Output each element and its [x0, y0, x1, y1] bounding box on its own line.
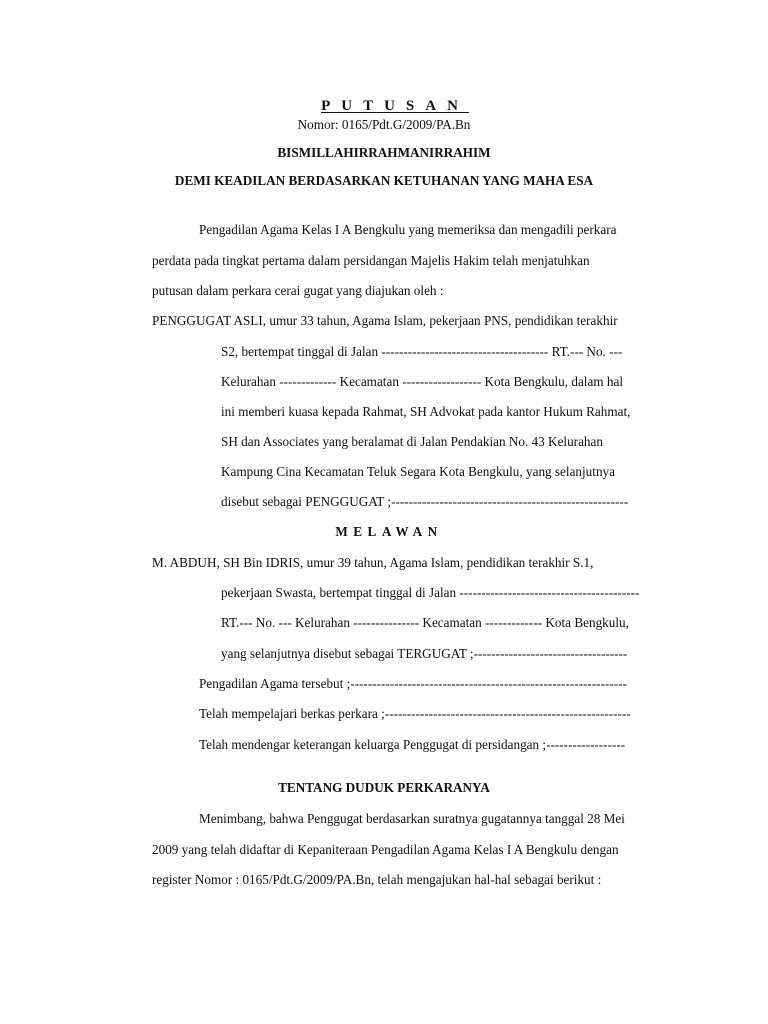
plaintiff-line: Kelurahan ------------- Kecamatan ------------------ Kota Bengkulu, dalam hal — [221, 374, 623, 389]
statement-line: Telah mendengar keterangan keluarga Penggugat di persidangan ;------------------ — [199, 737, 626, 752]
versus-heading: MELAWAN — [335, 524, 443, 539]
consideration-line: 2009 yang telah didaftar di Kepaniteraan Pengadilan Agama Kelas I A Bengkulu dengan — [152, 842, 619, 857]
plaintiff-line: PENGGUGAT ASLI, umur 33 tahun, Agama Islam, pekerjaan PNS, pendidikan terakhir — [152, 313, 618, 328]
defendant-line: pekerjaan Swasta, bertempat tinggal di Jalan ----------------------------------------- — [221, 585, 640, 600]
defendant-line: M. ABDUH, SH Bin IDRIS, umur 39 tahun, Agama Islam, pendidikan terakhir S.1, — [152, 555, 594, 570]
plaintiff-line: SH dan Associates yang beralamat di Jalan Pendakian No. 43 Kelurahan — [221, 434, 603, 449]
plaintiff-line: Kampung Cina Kecamatan Teluk Segara Kota Bengkulu, yang selanjutnya — [221, 464, 615, 479]
case-facts-heading: TENTANG DUDUK PERKARANYA — [278, 780, 490, 795]
statement-line: Telah mempelajari berkas perkara ;-------------------------------------------------------- — [199, 706, 631, 721]
bismillah-heading: BISMILLAHIRRAHMANIRRAHIM — [277, 145, 491, 160]
defendant-line: yang selanjutnya disebut sebagai TERGUGAT ;----------------------------------- — [221, 646, 628, 661]
defendant-line: RT.--- No. --- Kelurahan --------------- Kecamatan ------------- Kota Bengkulu, — [221, 615, 629, 630]
plaintiff-line: disebut sebagai PENGGUGAT ;------------------------------------------------------ — [221, 494, 629, 509]
plaintiff-line: S2, bertempat tinggal di Jalan -------------------------------------- RT.--- No. --- — [221, 344, 623, 359]
consideration-line: Menimbang, bahwa Penggugat berdasarkan suratnya gugatannya tanggal 28 Mei — [199, 811, 625, 826]
intro-line: putusan dalam perkara cerai gugat yang diajukan oleh : — [152, 283, 444, 298]
document-title: PUTUSAN — [321, 98, 469, 114]
intro-line: perdata pada tingkat pertama dalam persidangan Majelis Hakim telah menjatuhkan — [152, 253, 590, 268]
consideration-line: register Nomor : 0165/Pdt.G/2009/PA.Bn, telah mengajukan hal-hal sebagai berikut : — [152, 872, 602, 887]
intro-line: Pengadilan Agama Kelas I A Bengkulu yang memeriksa dan mengadili perkara — [199, 222, 617, 237]
justice-heading: DEMI KEADILAN BERDASARKAN KETUHANAN YANG MAHA ESA — [174, 173, 594, 188]
case-number: Nomor: 0165/Pdt.G/2009/PA.Bn — [297, 117, 471, 132]
statement-line: Pengadilan Agama tersebut ;--------------------------------------------------------------- — [199, 676, 627, 691]
plaintiff-line: ini memberi kuasa kepada Rahmat, SH Advokat pada kantor Hukum Rahmat, — [221, 404, 631, 419]
